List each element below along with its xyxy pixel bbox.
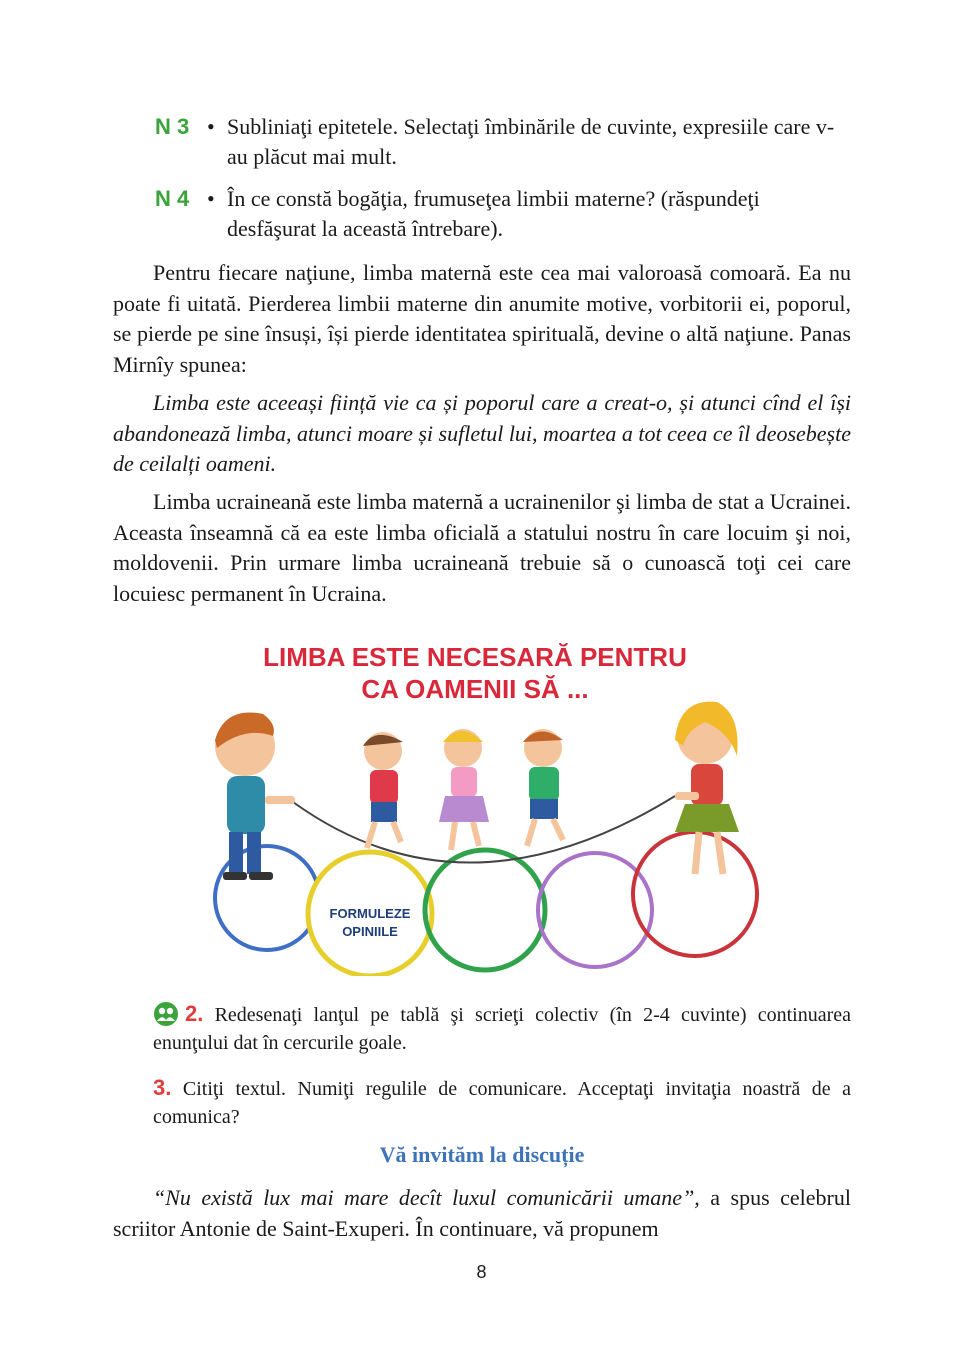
figure-title-line2: CA OAMENII SĂ ...: [361, 674, 589, 704]
section-heading: Vă invităm la discuție: [379, 1142, 585, 1167]
boy-left-figure: [215, 712, 295, 880]
task-text: În ce constă bogăţia, frumuseţea limbii materne? (răspundeţi desfăşurat la această întrebare).: [227, 186, 760, 241]
paragraph-mother-tongue: Pentru fiecare naţiune, limba maternă este cea mai valoroasă comoară. Ea nu poate fi uitată. Pierderea limbii materne din anumite motive, vorbitorii ei, poporul, se pierde pe sine însuși, își pierde identitatea spirituală, devine o altă naţiune. Panas Mirnîy spunea:: [113, 260, 851, 377]
task-text: Subliniaţi epitetele. Selectaţi îmbinările de cuvinte, expresiile care v-au plăcut mai mult.: [227, 114, 835, 169]
circle-green: [425, 850, 545, 970]
girl-pink-dress-figure: [439, 729, 489, 850]
girl-right-figure: [675, 702, 739, 874]
exercise-text: Redesenaţi lanţul pe tablă şi scrieţi colectiv (în 2-4 cuvinte) continuarea enunţului dat în cercurile goale.: [153, 1004, 851, 1054]
exercise-text: Citiţi textul. Numiţi regulile de comunicare. Acceptaţi invitaţia noastră de a comunica?: [153, 1078, 851, 1128]
boy-red-shirt-figure: [363, 732, 403, 848]
circle-text-line1: FORMULEZE: [329, 906, 411, 921]
exercise-number: 2.: [185, 1001, 204, 1026]
circle-text-line2: OPINIILE: [342, 924, 398, 939]
paragraph-final: [113, 1183, 851, 1244]
group-work-icon: [153, 1001, 179, 1027]
exercise-2: [153, 1000, 851, 1057]
exercise-number: 3.: [153, 1075, 172, 1100]
task-number: N 3: [155, 114, 190, 139]
saint-exupery-quote: “Nu există lux mai mare decît luxul comunicării umane”,: [153, 1185, 700, 1210]
exercise-3: [153, 1074, 851, 1131]
boy-green-shirt-figure: [523, 729, 563, 846]
figure-title-line1: LIMBA ESTE NECESARĂ PENTRU: [263, 642, 687, 672]
bullet: •: [207, 186, 215, 211]
quote-panas-mirniy: Limba este aceeași ființă vie ca și poporul care a creat-o, și atunci cînd el își abandonează limba, atunci moare și sufletul lui, moartea a tot ceea ce îl deosebește de ceilalți oameni.: [113, 390, 851, 476]
bullet: •: [207, 114, 215, 139]
paragraph-ukrainian-language: Limba ucraineană este limba maternă a ucrainenilor şi limba de stat a Ucrainei. Aceasta înseamnă că ea este limba oficială a statului nostru în care locuim şi noi, moldovenii. Prin urmare limba ucraineană trebuie să o cunoască toţi cei care locuiesc permanent în Ucraina.: [113, 489, 851, 606]
illustration-children-jump-rope: [205, 636, 765, 976]
page-number: 8: [476, 1262, 487, 1282]
task-number: N 4: [155, 186, 190, 211]
final-text: a spus celebrul scriitor Antonie de Saint-Exuperi. În continuare, vă propunem: [113, 1185, 851, 1241]
